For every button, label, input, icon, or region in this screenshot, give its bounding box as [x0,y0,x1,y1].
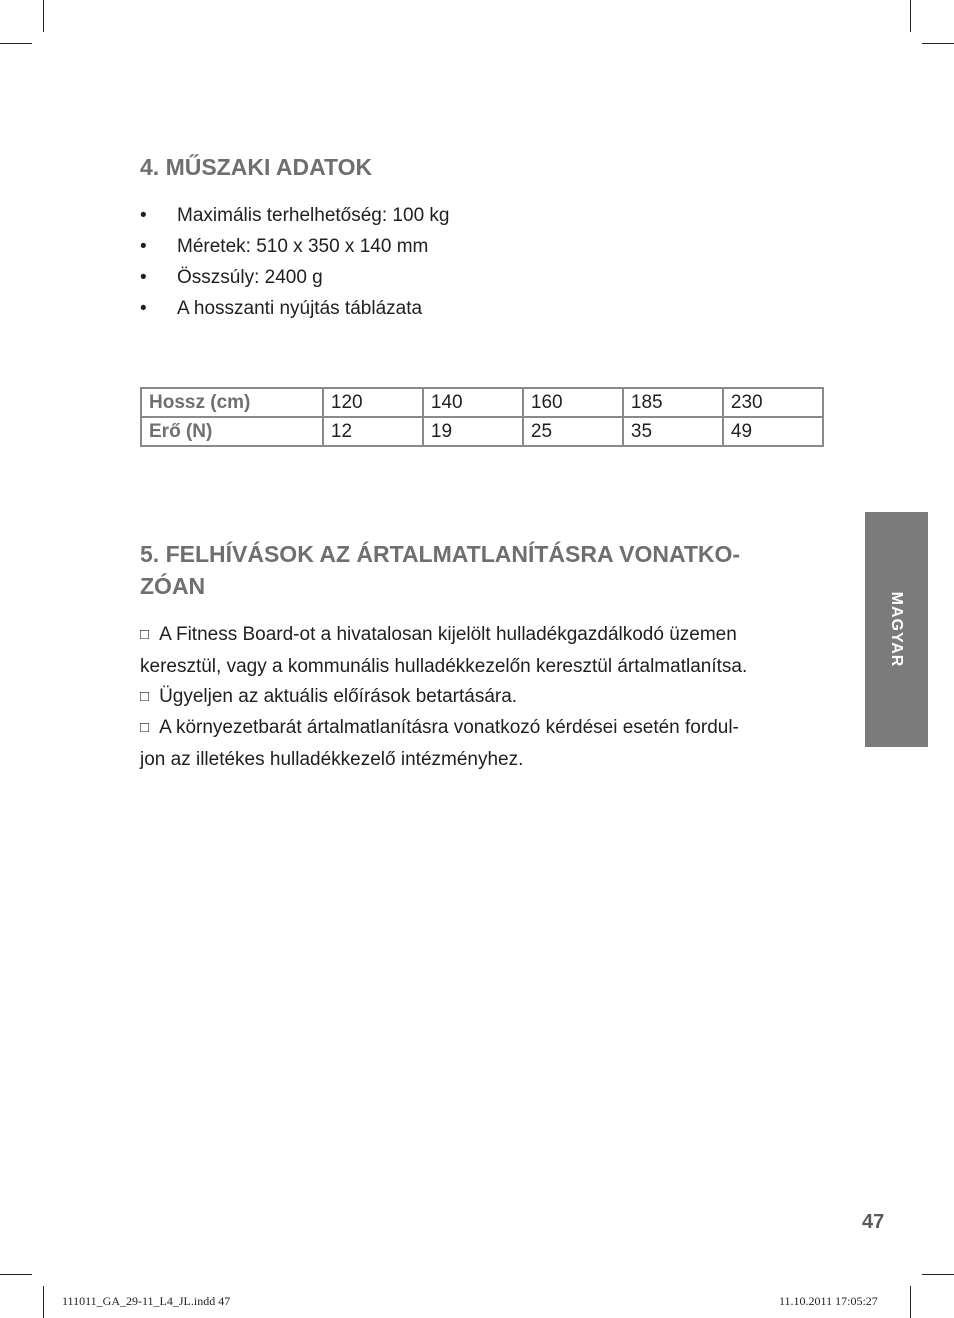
crop-mark [922,1274,954,1275]
table-cell: 120 [323,388,423,417]
crop-mark [0,43,32,44]
table-cell: 140 [423,388,523,417]
checkbox-square-icon: □ [140,626,150,643]
section-4-heading: 4. MŰSZAKI ADATOK [140,154,373,180]
table-cell: 19 [423,417,523,446]
list-item: • Összsúly: 2400 g [140,262,449,293]
list-item: • Méretek: 510 x 350 x 140 mm [140,231,449,262]
disposal-paragraph-2: □ Ügyeljen az aktuális előírások betartására. [140,686,518,707]
table-cell: 35 [623,417,723,446]
table-cell: 49 [723,417,823,446]
page-number: 47 [862,1211,885,1233]
disposal-paragraph-1: □ A Fitness Board-ot a hivatalosan kijelölt hulladékgazdálkodó üzemen keresztül, vagy a kommunális hulladékkezelőn keresztül ártalmatlanítsa. [140,624,748,677]
crop-mark [43,0,44,32]
checkbox-square-icon: □ [140,688,150,705]
section-5-heading: 5. FELHÍVÁSOK AZ ÁRTALMATLANÍTÁSRA VONATKO- ZÓAN [140,541,741,599]
language-tab-label: MAGYAR [888,591,906,668]
crop-mark [910,0,911,32]
bullet-icon: • [140,267,147,288]
stretch-table [140,387,824,447]
table-cell: 230 [723,388,823,417]
spec-list [140,200,449,324]
list-item: • A hosszanti nyújtás táblázata [140,293,449,324]
footer-datetime: 11.10.2011 17:05:27 [779,1294,878,1308]
table-row [141,388,823,417]
crop-mark [0,1274,32,1275]
language-tab [865,512,928,747]
table-cell: 25 [523,417,623,446]
bullet-icon: • [140,236,147,257]
list-item: • Maximális terhelhetőség: 100 kg [140,200,449,231]
bullet-icon: • [140,298,147,319]
checkbox-square-icon: □ [140,719,150,736]
row-header: Hossz (cm) [141,388,323,417]
table-cell: 160 [523,388,623,417]
footer-file-slug: 111011_GA_29-11_L4_JL.indd 47 [62,1294,231,1308]
crop-mark [922,43,954,44]
disposal-paragraph-3: □ A környezetbarát ártalmatlanításra vonatkozó kérdései esetén fordul- jon az illetékes hulladékkezelő intézményhez. [140,717,739,770]
crop-mark [910,1286,911,1318]
crop-mark [43,1286,44,1318]
table-cell: 12 [323,417,423,446]
table-row [141,417,823,446]
bullet-icon: • [140,205,147,226]
table-cell: 185 [623,388,723,417]
row-header: Erő (N) [141,417,323,446]
